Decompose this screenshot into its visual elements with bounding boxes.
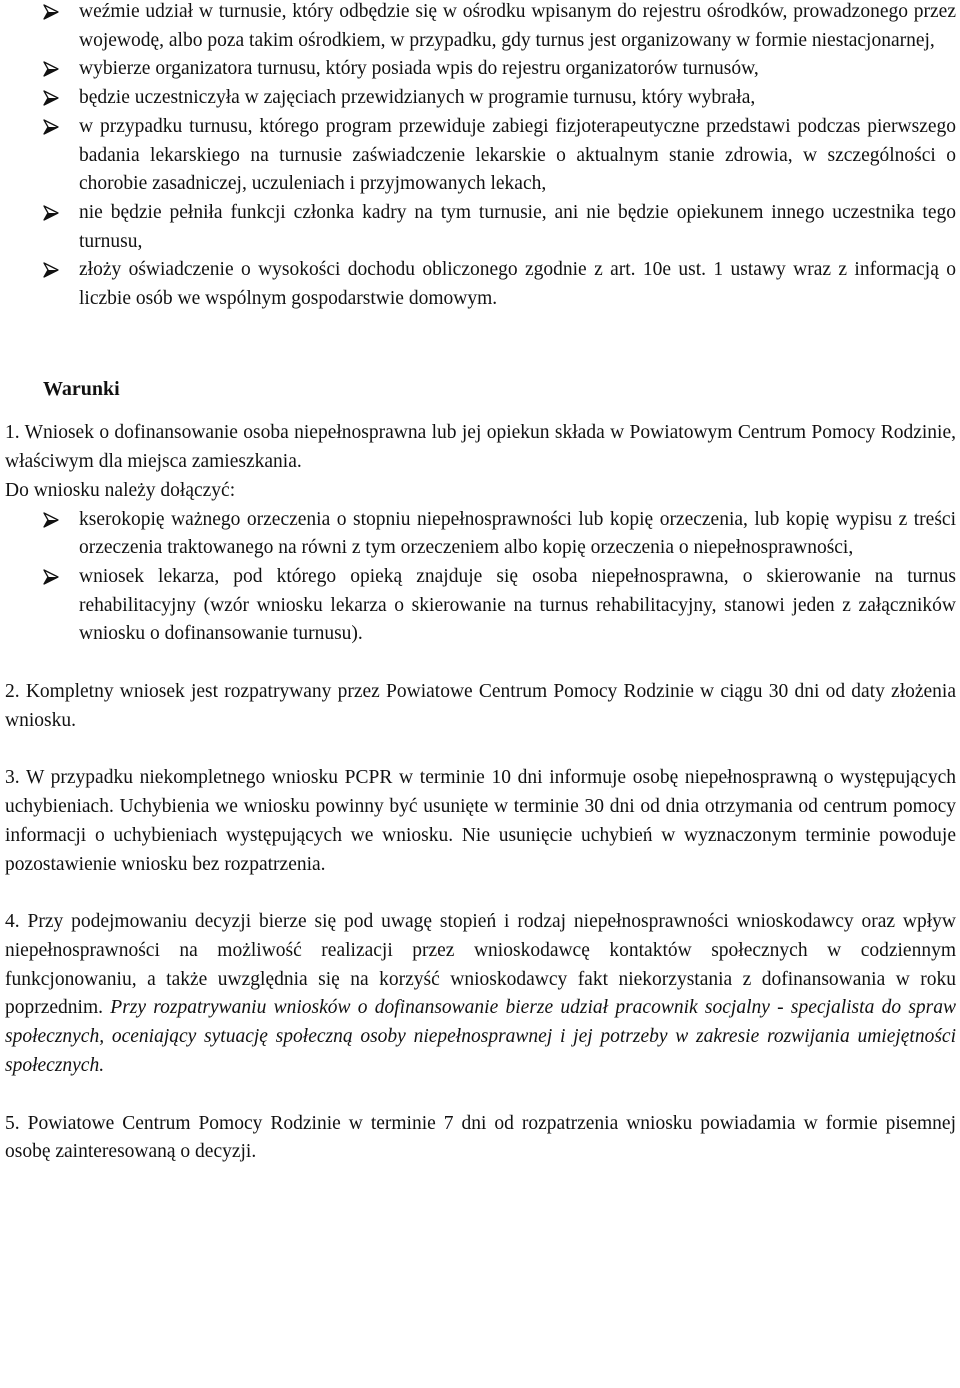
- list-item: [0, 55, 960, 84]
- list-item-text: złoży oświadczenie o wysokości dochodu obliczonego zgodnie z art. 10e ust. 1 ustawy wraz z informacją o liczbie osób we wspólnym gospodarstwie domowym.: [79, 259, 956, 310]
- arrow-bullet-icon: [43, 119, 59, 135]
- list-item: [0, 563, 960, 649]
- condition-paragraph-5: 5. Powiatowe Centrum Pomocy Rodzinie w terminie 7 dni od rozpatrzenia wniosku powiadamia w formie pisemnej osobę zainteresowaną o decyzji.: [5, 1112, 956, 1163]
- arrow-bullet-icon: [43, 262, 59, 278]
- list-item: [0, 113, 960, 199]
- arrow-bullet-icon: [43, 4, 59, 20]
- list-item-text: wybierze organizatora turnusu, który posiada wpis do rejestru organizatorów turnusów,: [79, 58, 759, 80]
- arrow-bullet-icon: [43, 569, 59, 585]
- list-item-text: nie będzie pełniła funkcji członka kadry na tym turnusie, ani nie będzie opiekunem innego uczestnika tego turnusu,: [79, 201, 956, 252]
- arrow-bullet-icon: [43, 205, 59, 221]
- list-item-text: w przypadku turnusu, którego program przewiduje zabiegi fizjoterapeutyczne przedstawi podczas pierwszego badania lekarskiego na turnusie zaświadczenie lekarskie o aktualnym stanie zdrowia, w szczególności o chorobie zasadniczej, uczuleniach i przyjmowanych lekach,: [79, 115, 956, 195]
- paragraph-4-italic-note: Przy rozpatrywaniu wniosków o dofinansowanie bierze udział pracownik socjalny - specjalista do spraw społecznych, oceniający sytuację społeczną osoby niepełnosprawnej i jej potrzeby w zakresie rozwijania umiejętności społecznych.: [5, 997, 957, 1076]
- section-heading: Warunki: [43, 377, 120, 400]
- condition-paragraph-1: 1. Wniosek o dofinansowanie osoba niepełnosprawna lub jej opiekun składa w Powiatowym Centrum Pomocy Rodzinie, właściwym dla miejsca zamieszkania.: [5, 422, 956, 473]
- list-item: [0, 506, 960, 563]
- list-item-text: kserokopię ważnego orzeczenia o stopniu niepełnosprawności lub kopię orzeczenia, lub kopię wypisu z treści orzeczenia traktowanego na równi z tym orzeczeniem albo kopię orzeczenia o niepełnosprawności,: [79, 508, 956, 559]
- arrow-bullet-icon: [43, 512, 59, 528]
- condition-paragraph-3: 3. W przypadku niekompletnego wniosku PCPR w terminie 10 dni informuje osobę niepełnosprawną o występujących uchybieniach. Uchybienia we wniosku powinny być usunięte w terminie 30 dni od dnia otrzymania od centrum pomocy informacji o uchybieniach występujących we wniosku. Nie usunięcie uchybień w wyznaczonym terminie powoduje pozostawienie wniosku bez rozpatrzenia.: [5, 767, 956, 875]
- attachments-intro: Do wniosku należy dołączyć:: [5, 479, 236, 501]
- list-item: [0, 256, 960, 313]
- arrow-bullet-icon: [43, 61, 59, 77]
- list-item: [0, 84, 960, 113]
- paragraph-4-text: 4. Przy podejmowaniu decyzji bierze się pod uwagę stopień i rodzaj niepełnosprawności wnioskodawcy oraz wpływ niepełnosprawności na możliwość realizacji przez wnioskodawcę kontaktów społecznych w codziennym funkcjonowaniu, a także uwzględnia się na korzyść wnioskodawcy fakt niekorzystania z dofinansowania w roku poprzednim.: [5, 911, 956, 1019]
- list-item-text: wniosek lekarza, pod którego opieką znajduje się osoba niepełnosprawna, o skierowanie na turnus rehabilitacyjny (wzór wniosku lekarza o skierowanie na turnus rehabilitacyjny, stanowi jeden z załączników wniosku o dofinansowanie turnusu).: [79, 565, 956, 645]
- condition-paragraph-4: [0, 908, 960, 1080]
- eligibility-list: [0, 0, 960, 314]
- list-item-text: będzie uczestniczyła w zajęciach przewidzianych w programie turnusu, który wybrała,: [79, 87, 756, 109]
- attachments-list: [0, 506, 960, 650]
- list-item: [0, 0, 960, 55]
- list-item-text: weźmie udział w turnusie, który odbędzie się w ośrodku wpisanym do rejestru ośrodków, prowadzonego przez wojewodę, albo poza takim ośrodkiem, w przypadku, gdy turnus jest organizowany w formie niestacjonarnej,: [79, 1, 956, 51]
- condition-paragraph-2: 2. Kompletny wniosek jest rozpatrywany przez Powiatowe Centrum Pomocy Rodzinie w ciągu 30 dni od daty złożenia wniosku.: [5, 681, 956, 731]
- arrow-bullet-icon: [43, 90, 59, 106]
- list-item: [0, 199, 960, 256]
